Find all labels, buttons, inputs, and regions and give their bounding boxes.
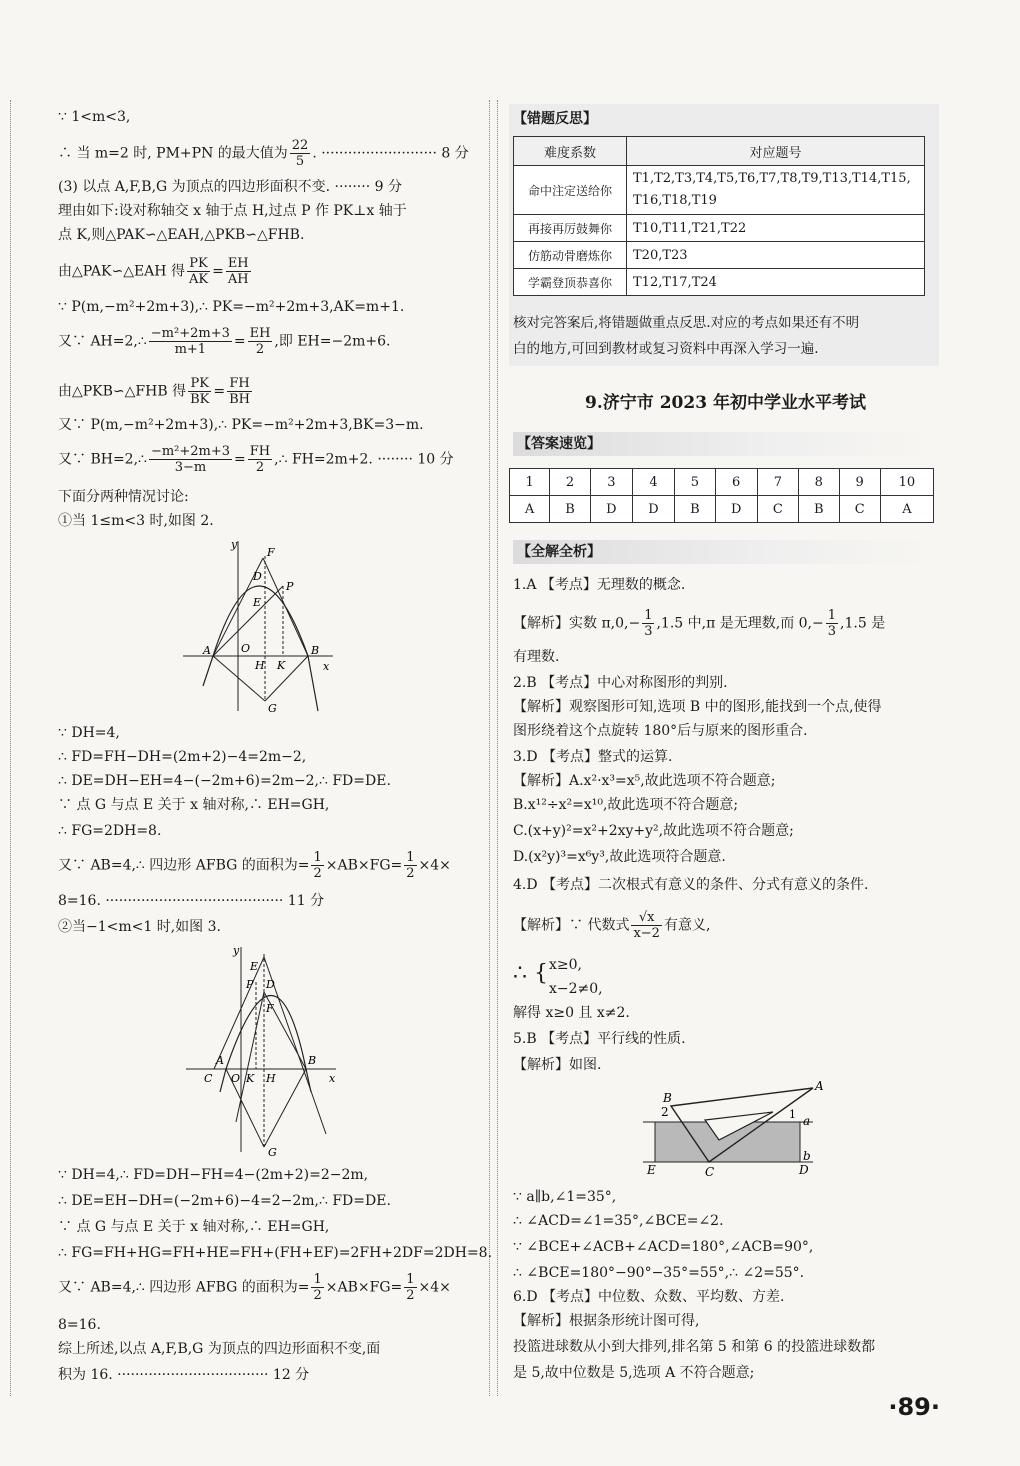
fig2-label: G [268,702,277,715]
table-cell: 仿筋动骨磨炼你 [514,242,627,269]
text-line: 图形绕着这个点旋转 180°后与原来的图形重合. [513,723,808,739]
text-line: B.x¹²÷x²=x¹⁰,故此选项不符合题意; [513,797,739,813]
table-row [514,215,925,242]
text-line: 又∵ P(m,−m²+2m+3),∴ PK=−m²+2m+3,BK=3−m. [58,417,424,433]
text-line: 由△PAK∽△EAH 得 $\frac{PK}{AK}$ = $\frac{EH}{AH}$ [58,256,249,287]
text-line: 点 K,则△PAK∽△EAH,△PKB∽△FHB. [58,227,305,243]
text-line: 积为 16. ·································· 12 分 [58,1367,310,1383]
answer-number-cell: 6 [715,469,757,496]
fig3-label: x [329,1072,336,1085]
fig2-label: x [323,660,330,673]
text-line: 【解析】A.x²·x³=x⁵,故此选项不符合题意; [513,773,776,789]
fig3-label: B [308,1054,317,1067]
text-line: ②当−1<m<1 时,如图 3. [58,919,221,935]
exam-title: 9.济宁市 2023 年初中学业水平考试 [585,393,866,413]
fig3-label: O [231,1072,241,1085]
table-row [510,469,934,496]
figure-3 [186,942,346,1162]
table-header: 难度系数 [514,137,627,166]
text-line: ∴ ∠ACD=∠1=35°,∠BCE=∠2. [513,1213,724,1229]
table-cell: 命中注定送给你 [514,166,627,215]
fig2-label: O [241,642,251,655]
text-line: 3.D 【考点】整式的运算. [513,749,673,765]
answer-number-cell: 9 [839,469,880,496]
fig5-label: C [705,1165,715,1179]
column-divider [497,100,498,1396]
review-table [513,136,925,296]
text-line: 8=16. ········································ 11 分 [58,893,325,909]
table-row [510,496,934,523]
text-line: 【解析】∵ 代数式 $\frac{√x}{x-2}$ 有意义, [513,910,711,941]
page-number: ·89· [888,1393,940,1421]
text-line: ∴ ∠BCE=180°−90°−35°=55°,∴ ∠2=55°. [513,1265,805,1281]
text-line: 投篮进球数从小到大排列,排名第 5 和第 6 的投篮进球数都 [513,1339,876,1355]
text-line: 又∵ AB=4,∴ 四边形 AFBG 的面积为= $\frac{1}{2}$ ×AB×FG= $\frac{1}{2}$ ×4× [58,850,451,881]
table-cell: T20,T23 [627,242,925,269]
fig3-label: H [266,1072,276,1085]
answer-number-cell: 8 [799,469,840,496]
table-cell: T10,T11,T21,T22 [627,215,925,242]
review-note: 白的地方,可回到教材或复习资料中再深入学习一遍. [513,341,819,357]
table-row [514,242,925,269]
answers-title: 【答案速览】 [513,432,938,456]
fig5-label: 1 [789,1108,796,1121]
fig2-label: B [311,644,320,657]
text-line: ∵ 点 G 与点 E 关于 x 轴对称,∴ EH=GH, [58,1219,330,1235]
answer-value-cell: B [550,496,591,523]
text-line: 又∵ AB=4,∴ 四边形 AFBG 的面积为= $\frac{1}{2}$ ×AB×FG= $\frac{1}{2}$ ×4× [58,1272,451,1303]
answer-number-cell: 5 [675,469,716,496]
text-line: 5.B 【考点】平行线的性质. [513,1031,686,1047]
figure-5 [643,1080,828,1180]
text-line: ∴ 当 m=2 时, PM+PN 的最大值为 $\frac{22}{5}$ . ·························· 8 分 [58,138,469,169]
answer-number-cell: 1 [510,469,550,496]
text-line: ∵ DH=4,∴ FD=DH−FH=4−(2m+2)=2−2m, [58,1167,369,1183]
fig2-label: K [277,659,286,672]
answer-value-cell: A [880,496,933,523]
text-line: 下面分两种情况讨论: [58,489,189,505]
answer-value-cell: C [757,496,798,523]
answer-value-cell: D [590,496,632,523]
answer-number-cell: 2 [550,469,591,496]
fig5-label: D [799,1163,809,1177]
text-line: ∴ DE=EH−DH=(−2m+6)−4=2−2m,∴ FD=DE. [58,1193,391,1209]
text-line: 【解析】根据条形统计图可得, [513,1313,700,1329]
text-line: C.(x+y)²=x²+2xy+y²,故此选项不符合题意; [513,823,794,839]
column-divider [489,100,490,1396]
fig3-label: A [216,1054,224,1067]
fig5-label: b [803,1149,811,1163]
fig2-label: y [231,538,238,551]
text-line: 4.D 【考点】二次根式有意义的条件、分式有意义的条件. [513,877,869,893]
review-title: 【错题反思】 [513,111,597,127]
review-note: 核对完答案后,将错题做重点反思.对应的考点如果还有不明 [513,315,860,331]
text-line: x≥0, [549,957,582,973]
answer-number-cell: 7 [757,469,798,496]
text-line: ∵ 点 G 与点 E 关于 x 轴对称,∴ EH=GH, [58,797,330,813]
answer-value-cell: D [715,496,757,523]
fig3-label: E [250,960,259,973]
text-line: 【解析】如图. [513,1057,602,1073]
table-cell: 学霸登顶恭喜你 [514,269,627,296]
text-line: ∴ FD=FH−DH=(2m+2)−4=2m−2, [58,749,307,765]
table-header: 对应题号 [627,137,925,166]
text-line: ∵ ∠BCE+∠ACB+∠ACD=180°,∠ACB=90°, [513,1239,814,1255]
text-line: ∵ a∥b,∠1=35°, [513,1189,617,1205]
fig2-label: P [286,580,294,593]
answer-table [509,468,934,523]
fig5-label: A [815,1080,824,1093]
text-line: 【解析】实数 π,0,− $\frac{1}{3}$ ,1.5 中,π 是无理数,而 0,− $\frac{1}{3}$ ,1.5 是 [513,608,886,639]
text-line: 1.A 【考点】无理数的概念. [513,577,686,593]
answer-value-cell: A [510,496,550,523]
fig3-label: G [268,1146,277,1159]
fig3-label: y [233,944,240,957]
text-line: ∴ FG=FH+HG=FH+HE=FH+(FH+EF)=2FH+2DF=2DH=8. [58,1245,493,1261]
fig2-label: E [253,596,262,609]
fig5-label: E [647,1163,656,1177]
text-line: 又∵ AH=2,∴ $\frac{\text{−m²+2m+3}}{m+1}$ = $\frac{EH}{2}$ ,即 EH=−2m+6. [58,326,391,357]
answer-number-cell: 3 [590,469,632,496]
fig5-label: a [803,1114,811,1128]
answer-value-cell: B [799,496,840,523]
text-line: 又∵ BH=2,∴ $\frac{\text{−m²+2m+3}}{3-m}$ = $\frac{FH}{2}$ ,∴ FH=2m+2. ········ 10 分 [58,444,454,475]
text-line: ∴ FG=2DH=8. [58,823,162,839]
answer-value-cell: B [675,496,716,523]
fig2-label: A [203,644,211,657]
answer-value-cell: C [839,496,880,523]
text-line: 【解析】观察图形可知,选项 B 中的图形,能找到一个点,使得 [513,699,882,715]
table-cell: T1,T2,T3,T4,T5,T6,T7,T8,T9,T13,T14,T15, T16,T18,T19 [627,166,925,215]
text-line: 8=16. [58,1317,101,1333]
text-line: 解得 x≥0 且 x≠2. [513,1005,630,1021]
text-line: ∵ P(m,−m²+2m+3),∴ PK=−m²+2m+3,AK=m+1. [58,299,405,315]
text-line: x−2≠0, [549,981,603,997]
text-line: 6.D 【考点】中位数、众数、平均数、方差. [513,1289,785,1305]
fig3-label: K [246,1072,255,1085]
fig3-label: P [246,978,254,991]
text-line: 有理数. [513,649,560,665]
fig2-label: D [253,570,262,583]
text-line: 2.B 【考点】中心对称图形的判别. [513,675,728,691]
text-line: ∵ DH=4, [58,725,120,741]
fig5-label: B [663,1091,672,1105]
fig5-label: 2 [661,1105,669,1119]
fig2-label: H [255,659,265,672]
table-row [514,269,925,296]
text-line: 是 5,故中位数是 5,选项 A 不符合题意; [513,1365,755,1381]
column-divider [10,100,11,1396]
table-row [514,166,925,215]
text-line: D.(x²y)³=x⁶y³,故此选项符合题意. [513,849,726,865]
text-line: (3) 以点 A,F,B,G 为顶点的四边形面积不变. ········ 9 分 [58,179,402,195]
text-line: ∵ 1<m<3, [58,109,131,125]
text-line: 综上所述,以点 A,F,B,G 为顶点的四边形面积不变,面 [58,1341,381,1357]
fig3-label: D [266,978,275,991]
text-line: ∴ DE=DH−EH=4−(−2m+6)=2m−2,∴ FD=DE. [58,773,391,789]
figure-2 [183,536,343,716]
fig3-label: F [266,1002,274,1015]
table-cell: T12,T17,T24 [627,269,925,296]
text-line: 理由如下:设对称轴交 x 轴于点 H,过点 P 作 PK⊥x 轴于 [58,203,407,219]
text-line: 由△PKB∽△FHB 得 $\frac{PK}{BK}$ = $\frac{FH}{BH}$ [58,376,250,407]
fig3-label: C [204,1072,213,1085]
answer-value-cell: D [632,496,674,523]
table-cell: 再接再厉鼓舞你 [514,215,627,242]
answer-number-cell: 4 [632,469,674,496]
answer-number-cell: 10 [880,469,933,496]
fig2-label: F [267,546,275,559]
text-line: ①当 1≤m<3 时,如图 2. [58,513,214,529]
brace: ∴ { [513,961,548,986]
analysis-title: 【全解全析】 [513,540,938,564]
